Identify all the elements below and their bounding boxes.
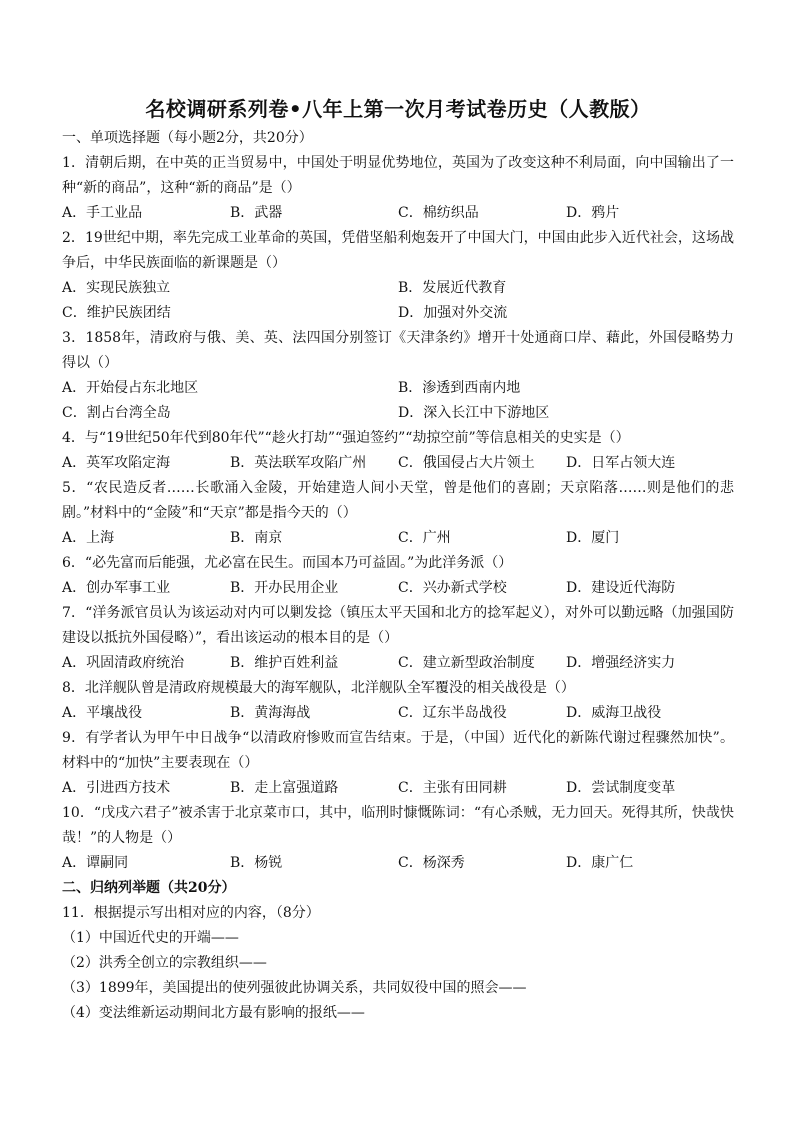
answer-option: A．平壤战役: [62, 705, 143, 721]
question-stem: 5．“农民造反者……长歌涌入金陵，开始建造人间小天堂，曾是他们的喜剧；天京陷落……则是他们的悲剧。”材料中的“金陵”和“天京”都是指今天的（）: [62, 480, 734, 521]
answer-option: C．建立新型政治制度: [398, 655, 535, 671]
answer-option: A．英军攻陷定海: [62, 455, 171, 471]
answer-option: B．南京: [230, 530, 283, 546]
answer-options: [62, 701, 734, 726]
answer-option: A．开始侵占东北地区: [62, 380, 199, 396]
question-stem: 11．根据提示写出相对应的内容，（8分）: [62, 905, 320, 921]
answer-options: [62, 201, 734, 226]
sub-item: （3）1899年，美国提出的使列强彼此协调关系，共同奴役中国的照会——: [62, 980, 527, 996]
answer-option: B．渗透到西南内地: [398, 380, 521, 396]
answer-option: D．尝试制度变革: [566, 780, 676, 796]
answer-option: D．深入长江中下游地区: [398, 405, 550, 421]
answer-option: B．杨锐: [230, 855, 283, 871]
answer-option: D．日军占领大连: [566, 455, 676, 471]
question-1: [62, 151, 734, 226]
question-5: [62, 476, 734, 551]
sub-item: （4）变法维新运动期间北方最有影响的报纸——: [62, 1005, 365, 1021]
answer-option: C．俄国侵占大片领土: [398, 455, 535, 471]
answer-option: B．英法联军攻陷广州: [230, 455, 367, 471]
question-9: [62, 726, 734, 801]
sub-item: （2）洪秀全创立的宗教组织——: [62, 955, 267, 971]
answer-options: [62, 526, 734, 551]
answer-option: A．创办军事工业: [62, 580, 171, 596]
answer-option: B．黄海海战: [230, 705, 311, 721]
question-stem: 8．北洋舰队曾是清政府规模最大的海军舰队，北洋舰队全军覆没的相关战役是（）: [62, 680, 575, 696]
question-2: [62, 226, 734, 326]
question-list: [62, 151, 734, 876]
answer-option: A．手工业品: [62, 205, 143, 221]
answer-option: D．康广仁: [566, 855, 634, 871]
question-stem: 6．“必先富而后能强，尤必富在民生。而国本乃可益固。”为此洋务派（）: [62, 555, 513, 571]
question-stem: 10．“戊戌六君子”被杀害于北京菜市口，其中，临刑时慷慨陈词：“有心杀贼，无力回天。死得其所，快哉快哉！”的人物是（）: [62, 805, 734, 846]
question-7: [62, 601, 734, 676]
answer-option: A．实现民族独立: [62, 280, 171, 296]
answer-option: D．建设近代海防: [566, 580, 676, 596]
answer-options: [62, 576, 734, 601]
answer-option: C．杨深秀: [398, 855, 465, 871]
question-stem: 3．1858年，清政府与俄、美、英、法四国分别签订《天津条约》增开十处通商口岸、藉此，外国侵略势力得以（）: [62, 330, 734, 371]
question-stem: 1．清朝后期，在中英的正当贸易中，中国处于明显优势地位，英国为了改变这种不利局面，向中国输出了一种“新的商品”，这种“新的商品”是（）: [62, 155, 734, 196]
answer-option: C．维护民族团结: [62, 305, 171, 321]
question-4: [62, 426, 734, 476]
answer-option: A．巩固清政府统治: [62, 655, 185, 671]
answer-option: D．鸦片: [566, 205, 620, 221]
sub-item: （1）中国近代史的开端——: [62, 930, 239, 946]
answer-option: D．增强经济实力: [566, 655, 676, 671]
question-3: [62, 326, 734, 426]
answer-options: [62, 276, 734, 326]
answer-option: B．走上富强道路: [230, 780, 339, 796]
answer-options: [62, 376, 734, 426]
section-heading-summary: 二、归纳列举题（共20分）: [62, 880, 236, 896]
answer-option: C．辽东半岛战役: [398, 705, 507, 721]
question-6: [62, 551, 734, 601]
answer-option: D．厦门: [566, 530, 620, 546]
answer-option: C．主张有田同耕: [398, 780, 507, 796]
exam-page: [62, 94, 734, 1026]
answer-option: C．兴办新式学校: [398, 580, 507, 596]
answer-option: B．武器: [230, 205, 283, 221]
answer-option: A．谭嗣同: [62, 855, 129, 871]
answer-option: A．引进西方技术: [62, 780, 171, 796]
question-11: [62, 901, 734, 1026]
answer-options: [62, 776, 734, 801]
answer-options: [62, 651, 734, 676]
answer-option: C．割占台湾全岛: [62, 405, 171, 421]
answer-option: D．威海卫战役: [566, 705, 662, 721]
answer-option: C．棉纺织品: [398, 205, 479, 221]
question-8: [62, 676, 734, 726]
answer-option: B．维护百姓利益: [230, 655, 339, 671]
page-title: 名校调研系列卷•八年上第一次月考试卷历史（人教版）: [145, 97, 651, 121]
answer-option: D．加强对外交流: [398, 305, 508, 321]
question-stem: 9．有学者认为甲午中日战争“以清政府惨败而宣告结束。于是，（中国）近代化的新陈代谢过程骤然加快”。材料中的“加快”主要表现在（）: [62, 730, 734, 771]
answer-options: [62, 451, 734, 476]
question-stem: 4．与“19世纪50年代到80年代”“趁火打劫”“强迫签约”“劫掠空前”等信息相关的史实是（）: [62, 430, 630, 446]
section-heading-choice: 一、单项选择题（每小题2分，共20分）: [62, 130, 313, 146]
answer-option: B．发展近代教育: [398, 280, 507, 296]
answer-options: [62, 851, 734, 876]
answer-option: B．开办民用企业: [230, 580, 339, 596]
answer-option: A．上海: [62, 530, 115, 546]
question-10: [62, 801, 734, 876]
question-stem: 7．“洋务派官员认为该运动对内可以剿发捻（镇压太平天国和北方的捻军起义），对外可以勤远略（加强国防建设以抵抗外国侵略）”，看出该运动的根本目的是（）: [62, 605, 734, 646]
answer-option: C．广州: [398, 530, 451, 546]
question-stem: 2．19世纪中期，率先完成工业革命的英国，凭借坚船利炮轰开了中国大门，中国由此步入近代社会，这场战争后，中华民族面临的新课题是（）: [62, 230, 734, 271]
